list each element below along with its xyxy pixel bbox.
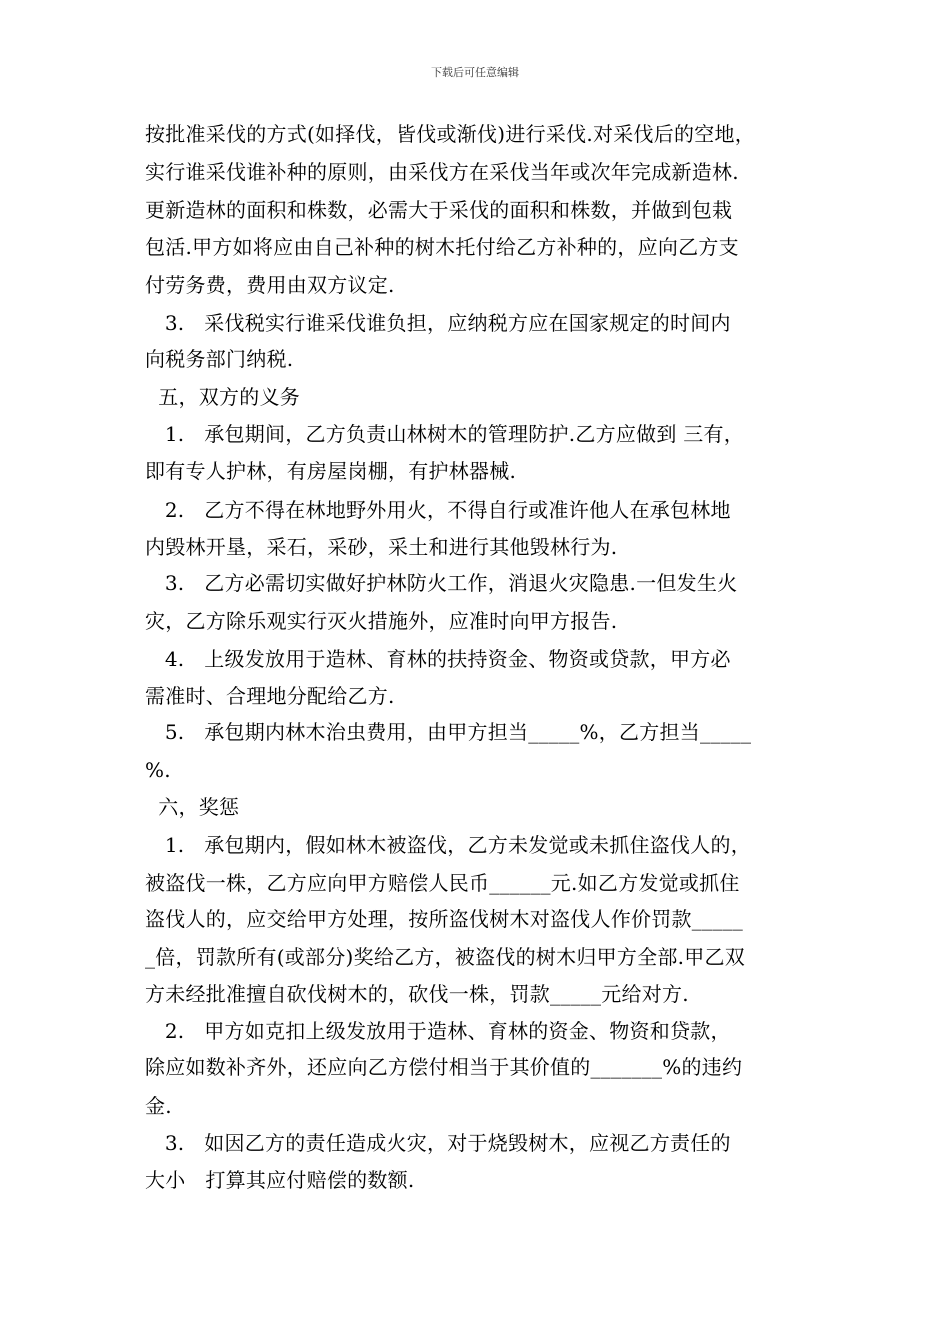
text-line: 内毁林开垦，采石，采砂，采土和进行其他毁林行为. (145, 535, 618, 559)
text-line: 被盗伐一株，乙方应向甲方赔偿人民币______元.如乙方发觉或抓住 (145, 871, 740, 895)
text-line: 3. 乙方必需切实做好护林防火工作，消退火灾隐患.一但发生火 (145, 571, 738, 595)
text-line: 按批准采伐的方式(如择伐，皆伐或渐伐)进行采伐.对采伐后的空地， (145, 122, 755, 146)
text-line: 2. 乙方不得在林地野外用火，不得自行或准许他人在承包林地 (145, 498, 731, 522)
text-line: 2. 甲方如克扣上级发放用于造林、育林的资金、物资和贷款， (145, 1019, 731, 1043)
text-line: 5. 承包期内林木治虫费用，由甲方担当_____%，乙方担当_____ (145, 720, 752, 744)
text-line: 1. 承包期内，假如林木被盗伐，乙方未发觉或未抓住盗伐人的， (145, 833, 751, 857)
text-line: 方未经批准擅自砍伐树木的，砍伐一株，罚款_____元给对方. (145, 982, 689, 1006)
section-heading: 六，奖惩 (145, 795, 240, 819)
text-line: 包活.甲方如将应由自己补种的树木托付给乙方补种的，应向乙方支 (145, 235, 739, 259)
text-line: 即有专人护林，有房屋岗棚，有护林器械. (145, 459, 517, 483)
text-line: 付劳务费，费用由双方议定. (145, 273, 395, 297)
section-heading: 五，双方的义务 (145, 385, 300, 409)
text-line: 4. 上级发放用于造林、育林的扶持资金、物资或贷款，甲方必 (145, 647, 731, 671)
text-line: 大小 打算其应付赔偿的数额. (145, 1168, 415, 1192)
text-line: 3. 采伐税实行谁采伐谁负担，应纳税方应在国家规定的时间内 (145, 311, 731, 335)
text-line: 灾，乙方除乐观实行灭火措施外，应准时向甲方报告. (145, 609, 618, 633)
text-line: %. (145, 758, 171, 782)
text-line: 向税务部门纳税. (145, 347, 294, 371)
text-line: 除应如数补齐外，还应向乙方偿付相当于其价值的_______%的违约 (145, 1055, 743, 1079)
page-header: 下载后可任意编辑 (431, 66, 519, 79)
text-line: 盗伐人的，应交给甲方处理，按所盗伐树木对盗伐人作价罚款_____ (145, 907, 743, 931)
text-line: 3. 如因乙方的责任造成火灾，对于烧毁树木，应视乙方责任的 (145, 1131, 731, 1155)
text-line: 需准时、合理地分配给乙方. (145, 684, 395, 708)
text-line: _倍，罚款所有(或部分)奖给乙方，被盗伐的树木归甲方全部.甲乙双 (145, 945, 745, 969)
text-line: 1. 承包期间，乙方负责山林树木的管理防护.乙方应做到 三有， (145, 422, 744, 446)
text-line: 更新造林的面积和株数，必需大于采伐的面积和株数，并做到包栽 (145, 198, 733, 222)
text-line: 实行谁采伐谁补种的原则，由采伐方在采伐当年或次年完成新造林. (145, 160, 739, 184)
text-line: 金. (145, 1094, 172, 1118)
